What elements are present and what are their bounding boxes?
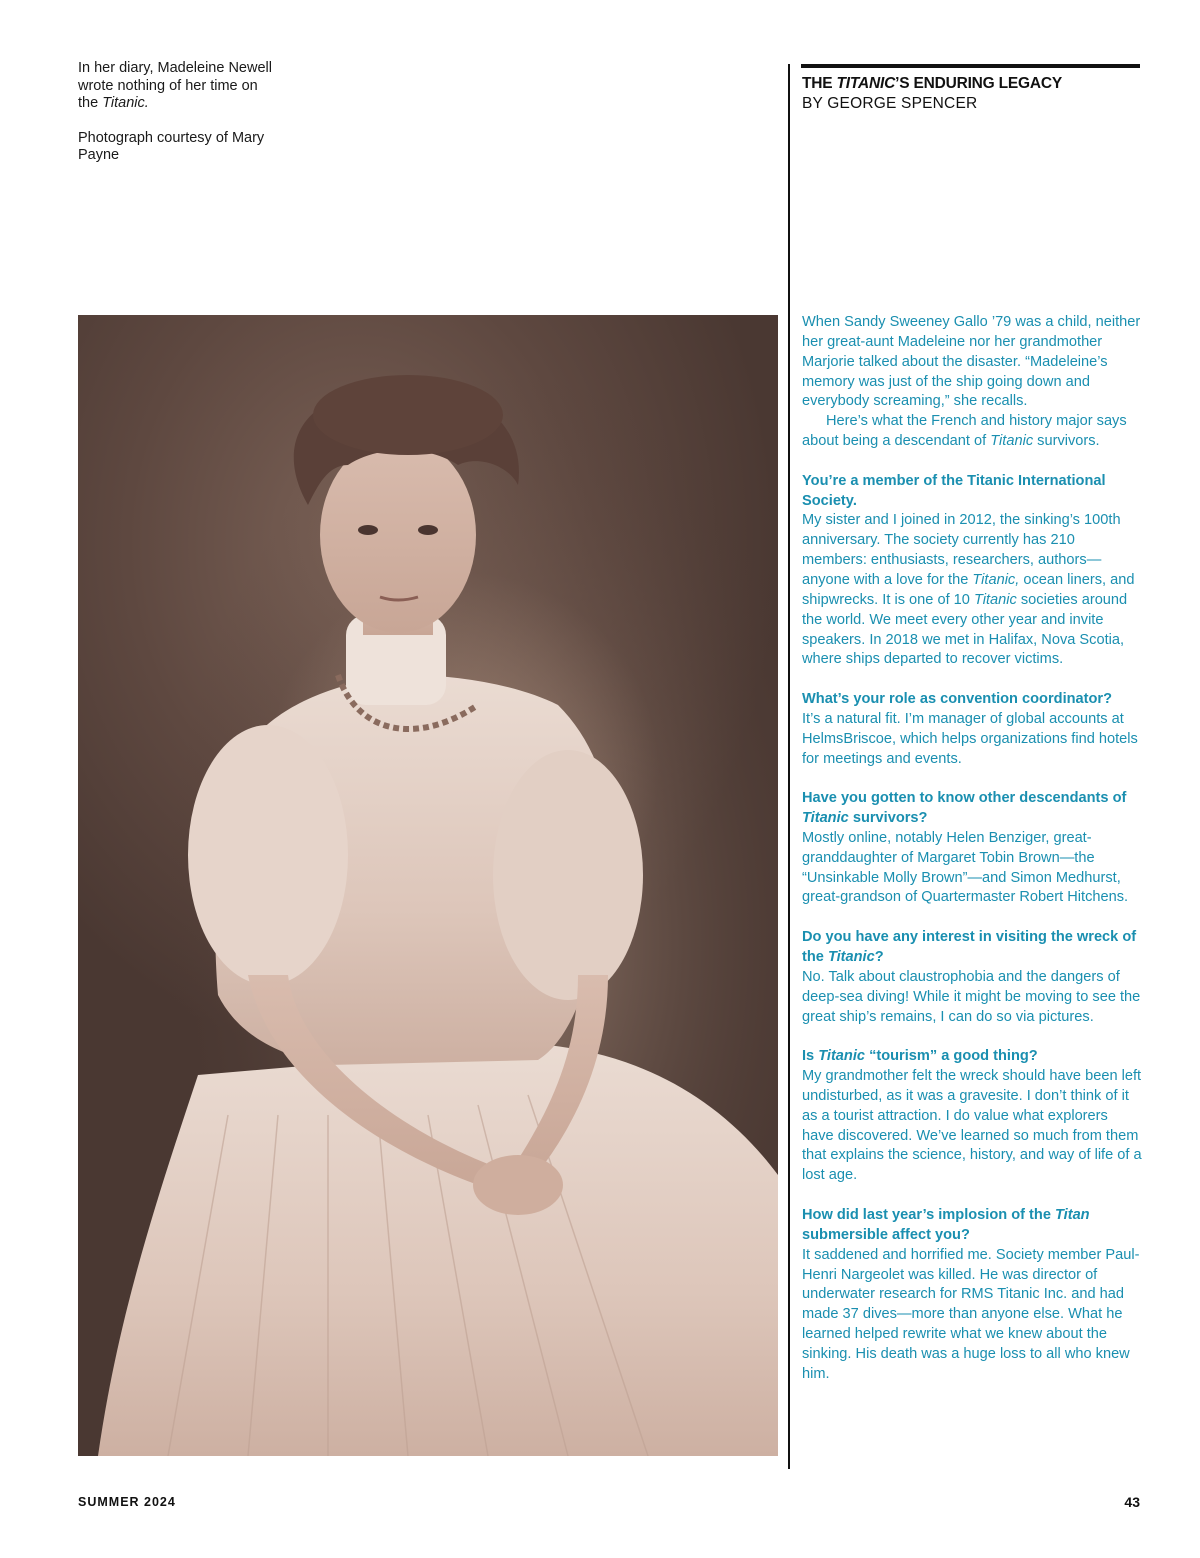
question-3: Have you gotten to know other descendants of Titanic survivors?	[802, 790, 1127, 827]
question-4: Do you have any interest in visiting the wreck of the Titanic?	[802, 929, 1137, 965]
article-byline: BY GEORGE SPENCER	[802, 95, 978, 112]
column-rule	[788, 64, 790, 1469]
photo-caption	[78, 60, 278, 182]
article-body	[802, 313, 1142, 1385]
answer-2: It’s a natural fit. I’m manager of global accounts at HelmsBriscoe, which helps organizations find hotels for meetings and events.	[802, 710, 1138, 767]
portrait-photo	[78, 315, 778, 1456]
answer-5: My grandmother felt the wreck should have been left undisturbed, as it was a gravesite. I don’t think of it as a tourist attraction. I do value what explorers have discovered. We’ve learned so much from them that explains the science, history, and way of life of a lost age.	[802, 1068, 1142, 1184]
header-rule	[801, 64, 1140, 68]
answer-3: Mostly online, notably Helen Benziger, great-granddaughter of Margaret Tobin Brown—the “Unsinkable Molly Brown”—and Simon Medhurst, great-grandson of Quartermaster Robert Hitchens.	[802, 829, 1129, 906]
portrait-illustration	[78, 315, 778, 1456]
issue-label: SUMMER 2024	[78, 1495, 176, 1509]
intro-paragraph-2: Here’s what the French and history major says about being a descendant of Titanic survivors.	[802, 413, 1127, 450]
answer-4: No. Talk about claustrophobia and the dangers of deep-sea diving! While it might be moving to see the great ship’s remains, I can do so via pictures.	[802, 968, 1141, 1025]
page-number: 43	[1124, 1494, 1140, 1510]
question-2: What’s your role as convention coordinator?	[802, 691, 1113, 708]
question-6: How did last year’s implosion of the Titan submersible affect you?	[802, 1206, 1090, 1243]
article-header	[802, 74, 1140, 114]
answer-1: My sister and I joined in 2012, the sinking’s 100th anniversary. The society currently has 210 members: enthusiasts, researchers, authors—anyone with a love for the Titanic, ocean liners, and shipwrecks. It is one of 10 Titanic societies around the world. We meet every other year and invite speakers. In 2018 we met in Halifax, Nova Scotia, where ships departed to recover victims.	[802, 512, 1135, 668]
question-5: Is Titanic “tourism” a good thing?	[802, 1048, 1038, 1065]
intro-paragraph-1: When Sandy Sweeney Gallo ’79 was a child, neither her great-aunt Madeleine nor her grandmother Marjorie talked about the disaster. “Madeleine’s memory was just of the ship going down and everybody screaming,” she recalls.	[802, 314, 1141, 410]
article-title: THE TITANIC’S ENDURING LEGACY	[802, 75, 1063, 92]
photo-credit: Photograph courtesy of Mary Payne	[78, 129, 265, 163]
question-1: You’re a member of the Titanic International Society.	[802, 472, 1106, 509]
caption-text: In her diary, Madeleine Newell wrote nothing of her time on the Titanic.	[78, 60, 272, 111]
answer-6: It saddened and horrified me. Society member Paul-Henri Nargeolet was killed. He was director of underwater research for RMS Titanic Inc. and had made 37 dives—more than anyone else. What he learned helped rewrite what we knew about the sinking. His death was a huge loss to all who knew him.	[802, 1246, 1140, 1382]
